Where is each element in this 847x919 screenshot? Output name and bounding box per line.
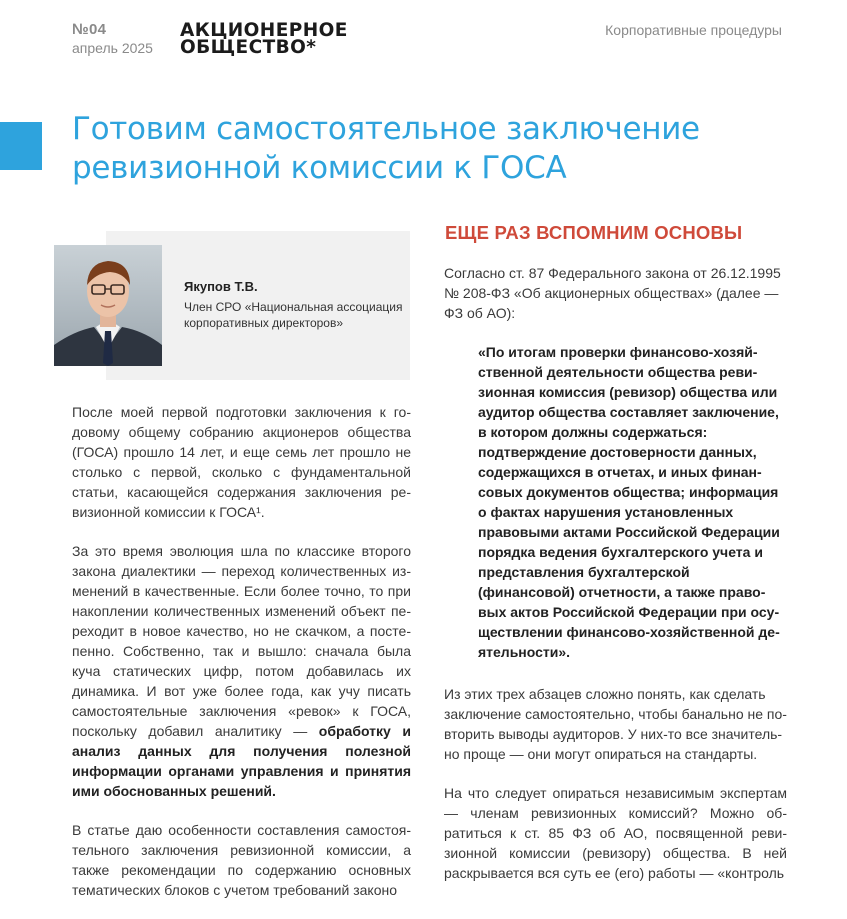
issue-date: апрель 2025 — [72, 40, 153, 56]
paragraph-2-text: За это время эволюция шла по классике второго закона диалектики — переход количественных изменений в качественные. Если более точно, то при накоплении количественных изменений объект переходит в новое качество, но не скачком, а постепенно. Собственно, так и вышло: сначала была куча статических цифр, потом добавилась их динамика. И вот уже более года, как учу писать самостоятельные заключения «ревок» к ГОСА, поскольку добавил аналитику — — [72, 543, 411, 739]
logo-line-1: АКЦИОНЕРНОЕ — [180, 20, 348, 41]
paragraph-2 — [72, 541, 411, 801]
logo-line-2: ОБЩЕСТВО* — [180, 37, 317, 58]
author-name: Якупов Т.В. — [184, 279, 258, 294]
left-column — [72, 402, 411, 919]
section-heading: ЕЩЕ РАЗ ВСПОМНИМ ОСНОВЫ — [445, 222, 743, 243]
section-label: Корпоративные процедуры — [605, 22, 782, 38]
paragraph-last: На что следует опираться независимым экспертам — членам ревизионных комиссий? Можно обратиться к ст. 85 ФЗ об АО, посвященной ревизионной комиссии (ревизору) общества. В ней раскрывается вся суть ее (его) работы — «контроль — [444, 785, 787, 881]
author-portrait-illustration — [54, 245, 162, 366]
article-title — [72, 110, 792, 188]
title-line-2: ревизионной комиссии к ГОСА — [72, 150, 567, 186]
paragraph-2-bold: обработку и анализ данных для получения полезной информации органами управления и принятия ими обоснованных решений. — [72, 723, 411, 799]
author-role: Член СРО «Национальная ассоциация корпоративных директоров» — [184, 300, 403, 330]
right-column — [444, 263, 787, 902]
paragraph-3: В статье даю особенности составления самостоятельного заключения ревизионной комиссии, а также рекомендации по содержанию основных тематических блоков с учетом требований законо — [72, 822, 411, 898]
accent-bar — [0, 122, 42, 170]
paragraph-1: После моей первой подготовки заключения к годовому общему собранию акционеров общества (ГОСА) прошло 14 лет, и еще семь лет прошло не столько с первой, сколько с фундаментальной статьи, касающейся содержания заключения ревизионной комиссии к ГОСА¹. — [72, 404, 411, 520]
paragraph-after-quote: Из этих трех абзацев сложно понять, как сделать заключение самостоятельно, чтобы банально не повторить выводы аудиторов. У них-то все значительно проще — они могут опираться на стандарты. — [444, 686, 787, 762]
author-photo — [54, 245, 162, 366]
intro-paragraph: Согласно ст. 87 Федерального закона от 26.12.1995 № 208-ФЗ «Об акционерных обществах» (далее — ФЗ об АО): — [444, 265, 781, 321]
law-quote: «По итогам проверки финансово-хозяйственной деятельности общества ревизионная комиссия (ревизор) общества или аудитор общества составляет заключение, в котором должны содержаться: подтверждение достоверности данных, содержащихся в отчетах, и иных финансовых документов общества; информация о фактах нарушения установленных правовыми актами Российской Федерации порядка ведения бухгалтерского учета и представления бухгалтерской (финансовой) отчетности, а также правовых актов Российской Федерации при осуществлении финансово-хозяйственной деятельности». — [478, 344, 780, 660]
title-line-1: Готовим самостоятельное заключение — [72, 111, 700, 147]
issue-number: №04 — [72, 21, 107, 38]
magazine-logo — [180, 22, 348, 56]
